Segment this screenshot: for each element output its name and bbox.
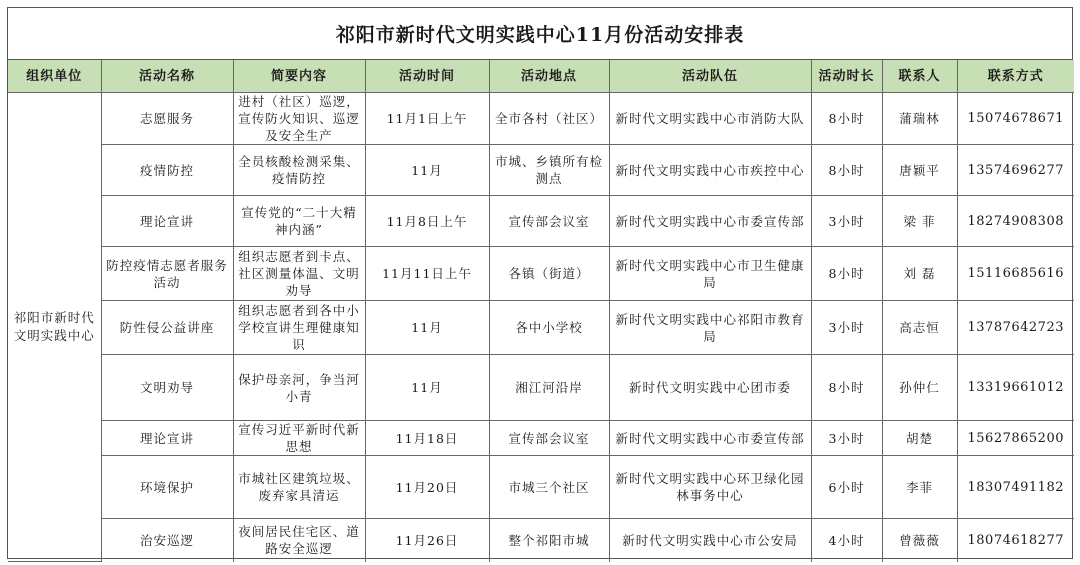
table-title: 祁阳市新时代文明实践中心11月份活动安排表 [8, 8, 1072, 60]
activity-contact: 孙仲仁 [882, 355, 957, 421]
header-activity-name: 活动名称 [101, 60, 233, 93]
activity-name: 志愿服务 [101, 93, 233, 145]
activity-phone: 18307491182 [957, 456, 1074, 519]
activity-duration: 6小时 [811, 456, 882, 519]
activity-duration: 4小时 [811, 519, 882, 562]
activity-name: 防控疫情志愿者服务活动 [101, 247, 233, 301]
header-contact: 联系人 [882, 60, 957, 93]
header-place: 活动地点 [489, 60, 609, 93]
activity-time: 11月1日上午 [365, 93, 489, 145]
table-row [8, 519, 1074, 562]
activity-phone: 13787642723 [957, 301, 1074, 355]
table-row [8, 301, 1074, 355]
activity-team: 新时代文明实践中心环卫绿化园林事务中心 [609, 456, 811, 519]
activity-contact: 胡楚 [882, 421, 957, 456]
table-row [8, 355, 1074, 421]
activity-time: 11月 [365, 355, 489, 421]
activity-duration: 3小时 [811, 301, 882, 355]
header-org: 组织单位 [8, 60, 101, 93]
activity-time: 11月 [365, 301, 489, 355]
activity-team: 新时代文明实践中心团市委 [609, 355, 811, 421]
activity-duration: 8小时 [811, 93, 882, 145]
activity-content: 宣传习近平新时代新思想 [233, 421, 365, 456]
activity-time: 11月20日 [365, 456, 489, 519]
activity-name: 理论宣讲 [101, 196, 233, 247]
activity-place: 各中小学校 [489, 301, 609, 355]
table-row [8, 421, 1074, 456]
activity-duration: 8小时 [811, 145, 882, 196]
activity-name: 文明劝导 [101, 355, 233, 421]
activity-time: 11月11日上午 [365, 247, 489, 301]
activity-content: 进村（社区）巡逻，宣传防火知识、巡逻及安全生产 [233, 93, 365, 145]
activity-phone: 13319661012 [957, 355, 1074, 421]
activity-contact: 高志恒 [882, 301, 957, 355]
table-row [8, 247, 1074, 301]
activity-contact: 梁 菲 [882, 196, 957, 247]
activity-phone: 18074618277 [957, 519, 1074, 562]
activity-time: 11月18日 [365, 421, 489, 456]
activity-time: 11月26日 [365, 519, 489, 562]
activity-name: 治安巡逻 [101, 519, 233, 562]
header-duration: 活动时长 [811, 60, 882, 93]
activity-phone: 13574696277 [957, 145, 1074, 196]
activity-phone: 15627865200 [957, 421, 1074, 456]
activity-team: 新时代文明实践中心市公安局 [609, 519, 811, 562]
activity-content: 全员核酸检测采集、疫情防控 [233, 145, 365, 196]
activity-place: 市城三个社区 [489, 456, 609, 519]
activity-name: 疫情防控 [101, 145, 233, 196]
activity-name: 防性侵公益讲座 [101, 301, 233, 355]
activity-contact: 李菲 [882, 456, 957, 519]
activity-name: 环境保护 [101, 456, 233, 519]
table-row [8, 456, 1074, 519]
activity-team: 新时代文明实践中心市疾控中心 [609, 145, 811, 196]
activity-team: 新时代文明实践中心市消防大队 [609, 93, 811, 145]
activity-content: 组织志愿者到各中小学校宣讲生理健康知识 [233, 301, 365, 355]
table-row [8, 145, 1074, 196]
header-team: 活动队伍 [609, 60, 811, 93]
activity-content: 保护母亲河，争当河小青 [233, 355, 365, 421]
activity-place: 宣传部会议室 [489, 196, 609, 247]
header-content: 简要内容 [233, 60, 365, 93]
activity-team: 新时代文明实践中心市卫生健康局 [609, 247, 811, 301]
activity-duration: 3小时 [811, 421, 882, 456]
activity-time: 11月8日上午 [365, 196, 489, 247]
activity-place: 湘江河沿岸 [489, 355, 609, 421]
activity-phone: 15074678671 [957, 93, 1074, 145]
activity-place: 各镇（街道） [489, 247, 609, 301]
activity-content: 组织志愿者到卡点、社区测量体温、文明劝导 [233, 247, 365, 301]
activity-name: 理论宣讲 [101, 421, 233, 456]
header-time: 活动时间 [365, 60, 489, 93]
activity-team: 新时代文明实践中心市委宣传部 [609, 196, 811, 247]
activity-duration: 8小时 [811, 355, 882, 421]
activity-content: 宣传党的“二十大精神内涵” [233, 196, 365, 247]
activity-place: 整个祁阳市城 [489, 519, 609, 562]
activity-contact: 唐颖平 [882, 145, 957, 196]
org-cell: 祁阳市新时代文明实践中心 [8, 93, 101, 562]
activity-place: 全市各村（社区） [489, 93, 609, 145]
activity-duration: 3小时 [811, 196, 882, 247]
activity-team: 新时代文明实践中心祁阳市教育局 [609, 301, 811, 355]
activity-content: 市城社区建筑垃圾、废弃家具清运 [233, 456, 365, 519]
schedule-table [8, 60, 1074, 562]
activity-contact: 刘 磊 [882, 247, 957, 301]
activity-time: 11月 [365, 145, 489, 196]
activity-place: 宣传部会议室 [489, 421, 609, 456]
activity-place: 市城、乡镇所有检测点 [489, 145, 609, 196]
table-row [8, 196, 1074, 247]
header-row [8, 60, 1074, 93]
activity-duration: 8小时 [811, 247, 882, 301]
activity-phone: 18274908308 [957, 196, 1074, 247]
activity-schedule-sheet [7, 7, 1073, 559]
activity-team: 新时代文明实践中心市委宣传部 [609, 421, 811, 456]
header-phone: 联系方式 [957, 60, 1074, 93]
activity-contact: 曾薇薇 [882, 519, 957, 562]
activity-content: 夜间居民住宅区、道路安全巡逻 [233, 519, 365, 562]
activity-contact: 蒲瑞林 [882, 93, 957, 145]
activity-phone: 15116685616 [957, 247, 1074, 301]
table-row [8, 93, 1074, 145]
